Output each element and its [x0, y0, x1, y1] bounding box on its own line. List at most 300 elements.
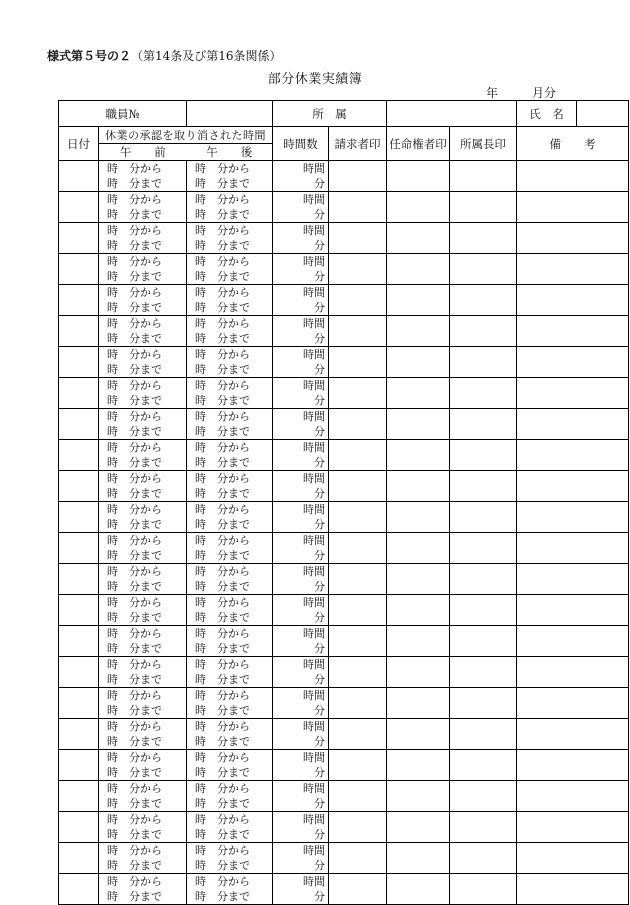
remarks-cell[interactable] [517, 719, 629, 750]
morning-time-cell[interactable] [99, 316, 187, 347]
date-cell[interactable] [59, 347, 99, 378]
dept-head-seal-cell[interactable] [450, 285, 517, 316]
appointer-seal-cell[interactable] [387, 440, 450, 471]
minutes-unit: 分 [314, 735, 325, 748]
date-cell[interactable] [59, 378, 99, 409]
year-label: 年 [486, 86, 499, 100]
remarks-cell[interactable] [517, 595, 629, 626]
dept-head-seal-cell[interactable] [450, 471, 517, 502]
until-text: 時 分まで [107, 487, 162, 500]
remarks-cell[interactable] [517, 316, 629, 347]
from-text: 時 分から [195, 193, 250, 206]
until-text: 時 分まで [107, 456, 162, 469]
afternoon-time-cell[interactable] [187, 409, 273, 440]
remarks-cell[interactable] [517, 223, 629, 254]
requester-seal-cell[interactable] [329, 378, 387, 409]
morning-time-cell[interactable] [99, 595, 187, 626]
until-text: 時 分まで [195, 828, 250, 841]
from-text: 時 分から [107, 503, 162, 516]
requester-seal-cell[interactable] [329, 874, 387, 905]
remarks-cell[interactable] [517, 564, 629, 595]
from-text: 時 分から [195, 255, 250, 268]
date-cell[interactable] [59, 750, 99, 781]
date-cell[interactable] [59, 688, 99, 719]
from-text: 時 分から [195, 813, 250, 826]
remarks-cell[interactable] [517, 688, 629, 719]
dept-head-seal-cell[interactable] [450, 409, 517, 440]
minutes-unit: 分 [314, 270, 325, 283]
morning-time-cell[interactable] [99, 409, 187, 440]
dept-head-seal-cell[interactable] [450, 874, 517, 905]
hours-cell[interactable] [273, 254, 329, 285]
afternoon-time-cell[interactable] [187, 812, 273, 843]
afternoon-time-cell[interactable] [187, 874, 273, 905]
appointer-seal-cell[interactable] [387, 719, 450, 750]
afternoon-time-cell[interactable] [187, 254, 273, 285]
morning-time-cell[interactable] [99, 161, 187, 192]
dept-head-seal-cell[interactable] [450, 843, 517, 874]
hours-unit: 時間 [303, 813, 325, 826]
from-text: 時 分から [107, 441, 162, 454]
hours-cell[interactable] [273, 471, 329, 502]
until-text: 時 分まで [107, 177, 162, 190]
appointer-seal-cell[interactable] [387, 750, 450, 781]
remarks-cell[interactable] [517, 192, 629, 223]
column-header-row [59, 127, 629, 161]
until-text: 時 分まで [195, 642, 250, 655]
until-text: 時 分まで [195, 270, 250, 283]
until-text: 時 分まで [107, 301, 162, 314]
requester-seal-cell[interactable] [329, 316, 387, 347]
afternoon-time-cell[interactable] [187, 161, 273, 192]
date-cell[interactable] [59, 254, 99, 285]
dept-head-seal-cell[interactable] [450, 316, 517, 347]
from-text: 時 分から [195, 503, 250, 516]
morning-time-cell[interactable] [99, 688, 187, 719]
dept-head-seal-cell[interactable] [450, 657, 517, 688]
date-cell[interactable] [59, 781, 99, 812]
afternoon-time-cell[interactable] [187, 688, 273, 719]
minutes-unit: 分 [314, 766, 325, 779]
morning-time-cell[interactable] [99, 378, 187, 409]
remarks-cell[interactable] [517, 254, 629, 285]
dept-head-seal-cell[interactable] [450, 254, 517, 285]
until-text: 時 分まで [107, 735, 162, 748]
name-field[interactable] [577, 101, 629, 127]
table-row [59, 502, 629, 533]
dept-head-seal-cell[interactable] [450, 719, 517, 750]
remarks-header: 備 考 [517, 127, 629, 161]
table-row [59, 533, 629, 564]
table-row [59, 378, 629, 409]
appointer-seal-cell[interactable] [387, 192, 450, 223]
remarks-cell[interactable] [517, 471, 629, 502]
afternoon-time-cell[interactable] [187, 533, 273, 564]
appointer-seal-cell[interactable] [387, 254, 450, 285]
hours-unit: 時間 [303, 782, 325, 795]
from-text: 時 分から [107, 565, 162, 578]
minutes-unit: 分 [314, 890, 325, 903]
afternoon-time-cell[interactable] [187, 502, 273, 533]
remarks-cell[interactable] [517, 843, 629, 874]
hours-unit: 時間 [303, 689, 325, 702]
appointer-seal-cell[interactable] [387, 781, 450, 812]
hours-cell[interactable] [273, 316, 329, 347]
afternoon-time-cell[interactable] [187, 626, 273, 657]
until-text: 時 分まで [107, 580, 162, 593]
hours-cell[interactable] [273, 502, 329, 533]
form-number-label [47, 47, 282, 64]
hours-cell[interactable] [273, 626, 329, 657]
requester-seal-cell[interactable] [329, 595, 387, 626]
hours-cell[interactable] [273, 595, 329, 626]
table-row [59, 812, 629, 843]
requester-seal-cell[interactable] [329, 719, 387, 750]
until-text: 時 分まで [195, 425, 250, 438]
from-text: 時 分から [195, 317, 250, 330]
remarks-cell[interactable] [517, 657, 629, 688]
date-cell[interactable] [59, 812, 99, 843]
appointer-seal-cell[interactable] [387, 223, 450, 254]
appointer-seal-cell[interactable] [387, 471, 450, 502]
date-cell[interactable] [59, 471, 99, 502]
date-cell[interactable] [59, 657, 99, 688]
appointer-seal-cell[interactable] [387, 688, 450, 719]
date-cell[interactable] [59, 533, 99, 564]
morning-time-cell[interactable] [99, 223, 187, 254]
until-text: 時 分まで [107, 611, 162, 624]
remarks-cell[interactable] [517, 409, 629, 440]
hours-unit: 時間 [303, 441, 325, 454]
hours-cell[interactable] [273, 533, 329, 564]
appointer-seal-cell[interactable] [387, 502, 450, 533]
hours-cell[interactable] [273, 688, 329, 719]
remarks-cell[interactable] [517, 812, 629, 843]
year-month-label [486, 84, 556, 101]
leave-group-header: 休業の承認を取り消された時間 [99, 127, 272, 144]
dept-head-seal-cell[interactable] [450, 533, 517, 564]
minutes-unit: 分 [314, 611, 325, 624]
until-text: 時 分まで [107, 270, 162, 283]
from-text: 時 分から [107, 720, 162, 733]
remarks-cell[interactable] [517, 750, 629, 781]
afternoon-time-cell[interactable] [187, 471, 273, 502]
appointer-seal-cell[interactable] [387, 409, 450, 440]
from-text: 時 分から [107, 193, 162, 206]
morning-time-cell[interactable] [99, 254, 187, 285]
table-row [59, 161, 629, 192]
minutes-unit: 分 [314, 208, 325, 221]
appointer-seal-cell[interactable] [387, 533, 450, 564]
date-cell[interactable] [59, 502, 99, 533]
dept-head-seal-cell[interactable] [450, 750, 517, 781]
hours-cell[interactable] [273, 409, 329, 440]
date-cell[interactable] [59, 874, 99, 905]
requester-seal-cell[interactable] [329, 843, 387, 874]
afternoon-time-cell[interactable] [187, 440, 273, 471]
requester-seal-cell[interactable] [329, 254, 387, 285]
date-cell[interactable] [59, 440, 99, 471]
requester-seal-cell[interactable] [329, 471, 387, 502]
table-row [59, 564, 629, 595]
employee-no-field[interactable] [187, 101, 273, 127]
requester-seal-cell[interactable] [329, 502, 387, 533]
requester-seal-cell[interactable] [329, 688, 387, 719]
appointer-seal-cell[interactable] [387, 347, 450, 378]
dept-head-seal-cell[interactable] [450, 192, 517, 223]
afternoon-time-cell[interactable] [187, 719, 273, 750]
hours-cell[interactable] [273, 719, 329, 750]
morning-time-cell[interactable] [99, 719, 187, 750]
afternoon-time-cell[interactable] [187, 595, 273, 626]
requester-seal-cell[interactable] [329, 750, 387, 781]
remarks-cell[interactable] [517, 161, 629, 192]
until-text: 時 分まで [107, 332, 162, 345]
table-row [59, 657, 629, 688]
dept-head-seal-cell[interactable] [450, 161, 517, 192]
dept-head-seal-cell[interactable] [450, 223, 517, 254]
until-text: 時 分まで [195, 332, 250, 345]
until-text: 時 分まで [107, 766, 162, 779]
from-text: 時 分から [107, 844, 162, 857]
morning-time-cell[interactable] [99, 285, 187, 316]
appointer-seal-cell[interactable] [387, 378, 450, 409]
from-text: 時 分から [107, 627, 162, 640]
until-text: 時 分まで [195, 611, 250, 624]
until-text: 時 分まで [107, 239, 162, 252]
until-text: 時 分まで [195, 797, 250, 810]
appointer-seal-cell[interactable] [387, 657, 450, 688]
dept-head-seal-cell[interactable] [450, 378, 517, 409]
date-cell[interactable] [59, 161, 99, 192]
requester-seal-cell[interactable] [329, 812, 387, 843]
remarks-cell[interactable] [517, 874, 629, 905]
afternoon-time-cell[interactable] [187, 192, 273, 223]
morning-time-cell[interactable] [99, 347, 187, 378]
remarks-cell[interactable] [517, 626, 629, 657]
requester-seal-cell[interactable] [329, 657, 387, 688]
requester-seal-cell[interactable] [329, 285, 387, 316]
from-text: 時 分から [195, 441, 250, 454]
hours-unit: 時間 [303, 348, 325, 361]
appointer-seal-cell[interactable] [387, 595, 450, 626]
remarks-cell[interactable] [517, 285, 629, 316]
from-text: 時 分から [195, 162, 250, 175]
until-text: 時 分まで [195, 673, 250, 686]
until-text: 時 分まで [195, 518, 250, 531]
minutes-unit: 分 [314, 332, 325, 345]
until-text: 時 分まで [107, 704, 162, 717]
until-text: 時 分まで [195, 487, 250, 500]
until-text: 時 分まで [195, 239, 250, 252]
requester-seal-cell[interactable] [329, 440, 387, 471]
table-row [59, 347, 629, 378]
date-cell[interactable] [59, 719, 99, 750]
remarks-cell[interactable] [517, 781, 629, 812]
morning-time-cell[interactable] [99, 781, 187, 812]
hours-unit: 時間 [303, 255, 325, 268]
hours-cell[interactable] [273, 161, 329, 192]
remarks-cell[interactable] [517, 378, 629, 409]
until-text: 時 分まで [107, 673, 162, 686]
date-cell[interactable] [59, 564, 99, 595]
date-header: 日付 [59, 127, 99, 161]
hours-unit: 時間 [303, 317, 325, 330]
until-text: 時 分まで [195, 177, 250, 190]
from-text: 時 分から [107, 689, 162, 702]
remarks-cell[interactable] [517, 440, 629, 471]
requester-seal-cell[interactable] [329, 564, 387, 595]
partial-leave-record-table [58, 100, 629, 905]
morning-time-cell[interactable] [99, 564, 187, 595]
from-text: 時 分から [195, 565, 250, 578]
date-cell[interactable] [59, 223, 99, 254]
appointer-seal-cell[interactable] [387, 812, 450, 843]
hours-cell[interactable] [273, 657, 329, 688]
until-text: 時 分まで [195, 580, 250, 593]
appointer-seal-cell[interactable] [387, 874, 450, 905]
table-row [59, 843, 629, 874]
hours-cell[interactable] [273, 843, 329, 874]
requester-seal-cell[interactable] [329, 161, 387, 192]
afternoon-time-cell[interactable] [187, 285, 273, 316]
requester-seal-cell[interactable] [329, 781, 387, 812]
dept-head-seal-cell[interactable] [450, 440, 517, 471]
dept-head-seal-cell[interactable] [450, 626, 517, 657]
table-row [59, 223, 629, 254]
requester-seal-cell[interactable] [329, 533, 387, 564]
requester-seal-cell[interactable] [329, 409, 387, 440]
appointer-seal-cell[interactable] [387, 843, 450, 874]
hours-cell[interactable] [273, 812, 329, 843]
appointer-seal-cell[interactable] [387, 161, 450, 192]
table-row [59, 471, 629, 502]
appointer-seal-cell[interactable] [387, 316, 450, 347]
hours-cell[interactable] [273, 378, 329, 409]
morning-time-cell[interactable] [99, 657, 187, 688]
hours-cell[interactable] [273, 564, 329, 595]
hours-unit: 時間 [303, 224, 325, 237]
from-text: 時 分から [195, 782, 250, 795]
hours-unit: 時間 [303, 565, 325, 578]
afternoon-time-cell[interactable] [187, 657, 273, 688]
from-text: 時 分から [195, 348, 250, 361]
until-text: 時 分まで [107, 394, 162, 407]
hours-cell[interactable] [273, 750, 329, 781]
hours-cell[interactable] [273, 285, 329, 316]
remarks-cell[interactable] [517, 347, 629, 378]
minutes-unit: 分 [314, 425, 325, 438]
morning-time-cell[interactable] [99, 471, 187, 502]
date-cell[interactable] [59, 595, 99, 626]
dept-head-seal-cell[interactable] [450, 781, 517, 812]
dept-head-seal-cell[interactable] [450, 502, 517, 533]
from-text: 時 分から [107, 534, 162, 547]
date-cell[interactable] [59, 285, 99, 316]
hours-cell[interactable] [273, 874, 329, 905]
afternoon-time-cell[interactable] [187, 781, 273, 812]
hours-cell[interactable] [273, 192, 329, 223]
table-row [59, 285, 629, 316]
morning-time-cell[interactable] [99, 502, 187, 533]
department-field[interactable] [387, 101, 517, 127]
morning-time-cell[interactable] [99, 874, 187, 905]
appointer-seal-cell[interactable] [387, 285, 450, 316]
dept-head-seal-cell[interactable] [450, 688, 517, 719]
morning-time-cell[interactable] [99, 750, 187, 781]
afternoon-time-cell[interactable] [187, 564, 273, 595]
dept-head-seal-cell[interactable] [450, 595, 517, 626]
until-text: 時 分まで [195, 301, 250, 314]
afternoon-time-cell[interactable] [187, 750, 273, 781]
hours-cell[interactable] [273, 440, 329, 471]
morning-time-cell[interactable] [99, 440, 187, 471]
appointer-seal-cell[interactable] [387, 564, 450, 595]
name-label: 氏 名 [517, 101, 577, 127]
requester-seal-cell[interactable] [329, 223, 387, 254]
until-text: 時 分まで [195, 549, 250, 562]
minutes-unit: 分 [314, 456, 325, 469]
dept-head-seal-cell[interactable] [450, 564, 517, 595]
until-text: 時 分まで [107, 828, 162, 841]
remarks-cell[interactable] [517, 533, 629, 564]
leave-time-header [99, 127, 273, 161]
form-number: 様式第５号の２ [47, 49, 132, 63]
afternoon-time-cell[interactable] [187, 843, 273, 874]
minutes-unit: 分 [314, 487, 325, 500]
date-cell[interactable] [59, 316, 99, 347]
requester-seal-cell[interactable] [329, 626, 387, 657]
dept-head-seal-cell[interactable] [450, 812, 517, 843]
afternoon-time-cell[interactable] [187, 223, 273, 254]
month-label: 月分 [532, 86, 557, 100]
until-text: 時 分まで [107, 208, 162, 221]
table-row [59, 192, 629, 223]
hours-cell[interactable] [273, 223, 329, 254]
dept-head-seal-cell[interactable] [450, 347, 517, 378]
table-row [59, 440, 629, 471]
until-text: 時 分まで [195, 208, 250, 221]
morning-time-cell[interactable] [99, 812, 187, 843]
hours-cell[interactable] [273, 347, 329, 378]
requester-seal-header: 請求者印 [329, 127, 387, 161]
date-cell[interactable] [59, 192, 99, 223]
from-text: 時 分から [107, 596, 162, 609]
minutes-unit: 分 [314, 549, 325, 562]
afternoon-time-cell[interactable] [187, 347, 273, 378]
minutes-unit: 分 [314, 828, 325, 841]
hours-cell[interactable] [273, 781, 329, 812]
morning-time-cell[interactable] [99, 843, 187, 874]
table-row [59, 409, 629, 440]
date-cell[interactable] [59, 843, 99, 874]
date-cell[interactable] [59, 626, 99, 657]
morning-time-cell[interactable] [99, 533, 187, 564]
afternoon-time-cell[interactable] [187, 316, 273, 347]
appointer-seal-cell[interactable] [387, 626, 450, 657]
until-text: 時 分まで [107, 425, 162, 438]
morning-time-cell[interactable] [99, 192, 187, 223]
afternoon-header: 午 後 [206, 145, 253, 159]
from-text: 時 分から [195, 379, 250, 392]
afternoon-time-cell[interactable] [187, 378, 273, 409]
requester-seal-cell[interactable] [329, 347, 387, 378]
morning-time-cell[interactable] [99, 626, 187, 657]
date-cell[interactable] [59, 409, 99, 440]
requester-seal-cell[interactable] [329, 192, 387, 223]
until-text: 時 分まで [107, 890, 162, 903]
remarks-cell[interactable] [517, 502, 629, 533]
